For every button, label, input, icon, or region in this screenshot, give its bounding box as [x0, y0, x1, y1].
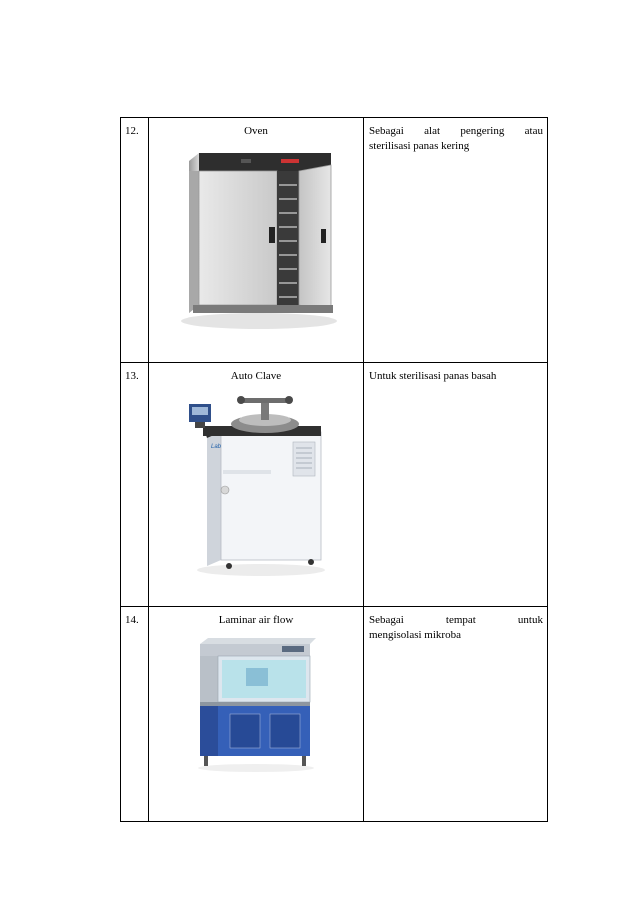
- row-number: 14.: [121, 607, 149, 822]
- equipment-name: Oven: [244, 125, 268, 137]
- description-cell: [364, 363, 548, 607]
- description-line-1: [369, 613, 543, 628]
- equipment-name: Laminar air flow: [218, 614, 294, 626]
- description-line-2: sterilisasi panas kering: [369, 140, 470, 152]
- description-word: untuk: [517, 614, 543, 626]
- svg-text:Lab: Lab: [211, 444, 222, 450]
- description-line-1: Untuk sterilisasi panas basah: [369, 370, 497, 382]
- equipment-name: Auto Clave: [230, 370, 282, 382]
- table-row: [121, 607, 548, 822]
- equipment-cell: [149, 607, 364, 822]
- description-word: Sebagai: [369, 614, 404, 626]
- description-line-2: mengisolasi mikroba: [369, 629, 461, 641]
- description-word: Sebagai: [369, 125, 404, 137]
- table-row: [121, 363, 548, 607]
- equipment-cell: [149, 118, 364, 363]
- description-word: tempat: [445, 614, 476, 626]
- table-row: [121, 118, 548, 363]
- laminar-air-flow-image: [186, 634, 326, 774]
- row-number: 12.: [121, 118, 149, 363]
- description-word: alat: [424, 125, 441, 137]
- autoclave-image: [181, 390, 331, 580]
- description-cell: [364, 118, 548, 363]
- row-number: 13.: [121, 363, 149, 607]
- description-line-1: [369, 124, 543, 139]
- equipment-table: [120, 117, 548, 822]
- oven-image: [171, 145, 341, 335]
- description-word: pengering: [460, 125, 505, 137]
- description-word: atau: [524, 125, 543, 137]
- description-cell: [364, 607, 548, 822]
- equipment-cell: [149, 363, 364, 607]
